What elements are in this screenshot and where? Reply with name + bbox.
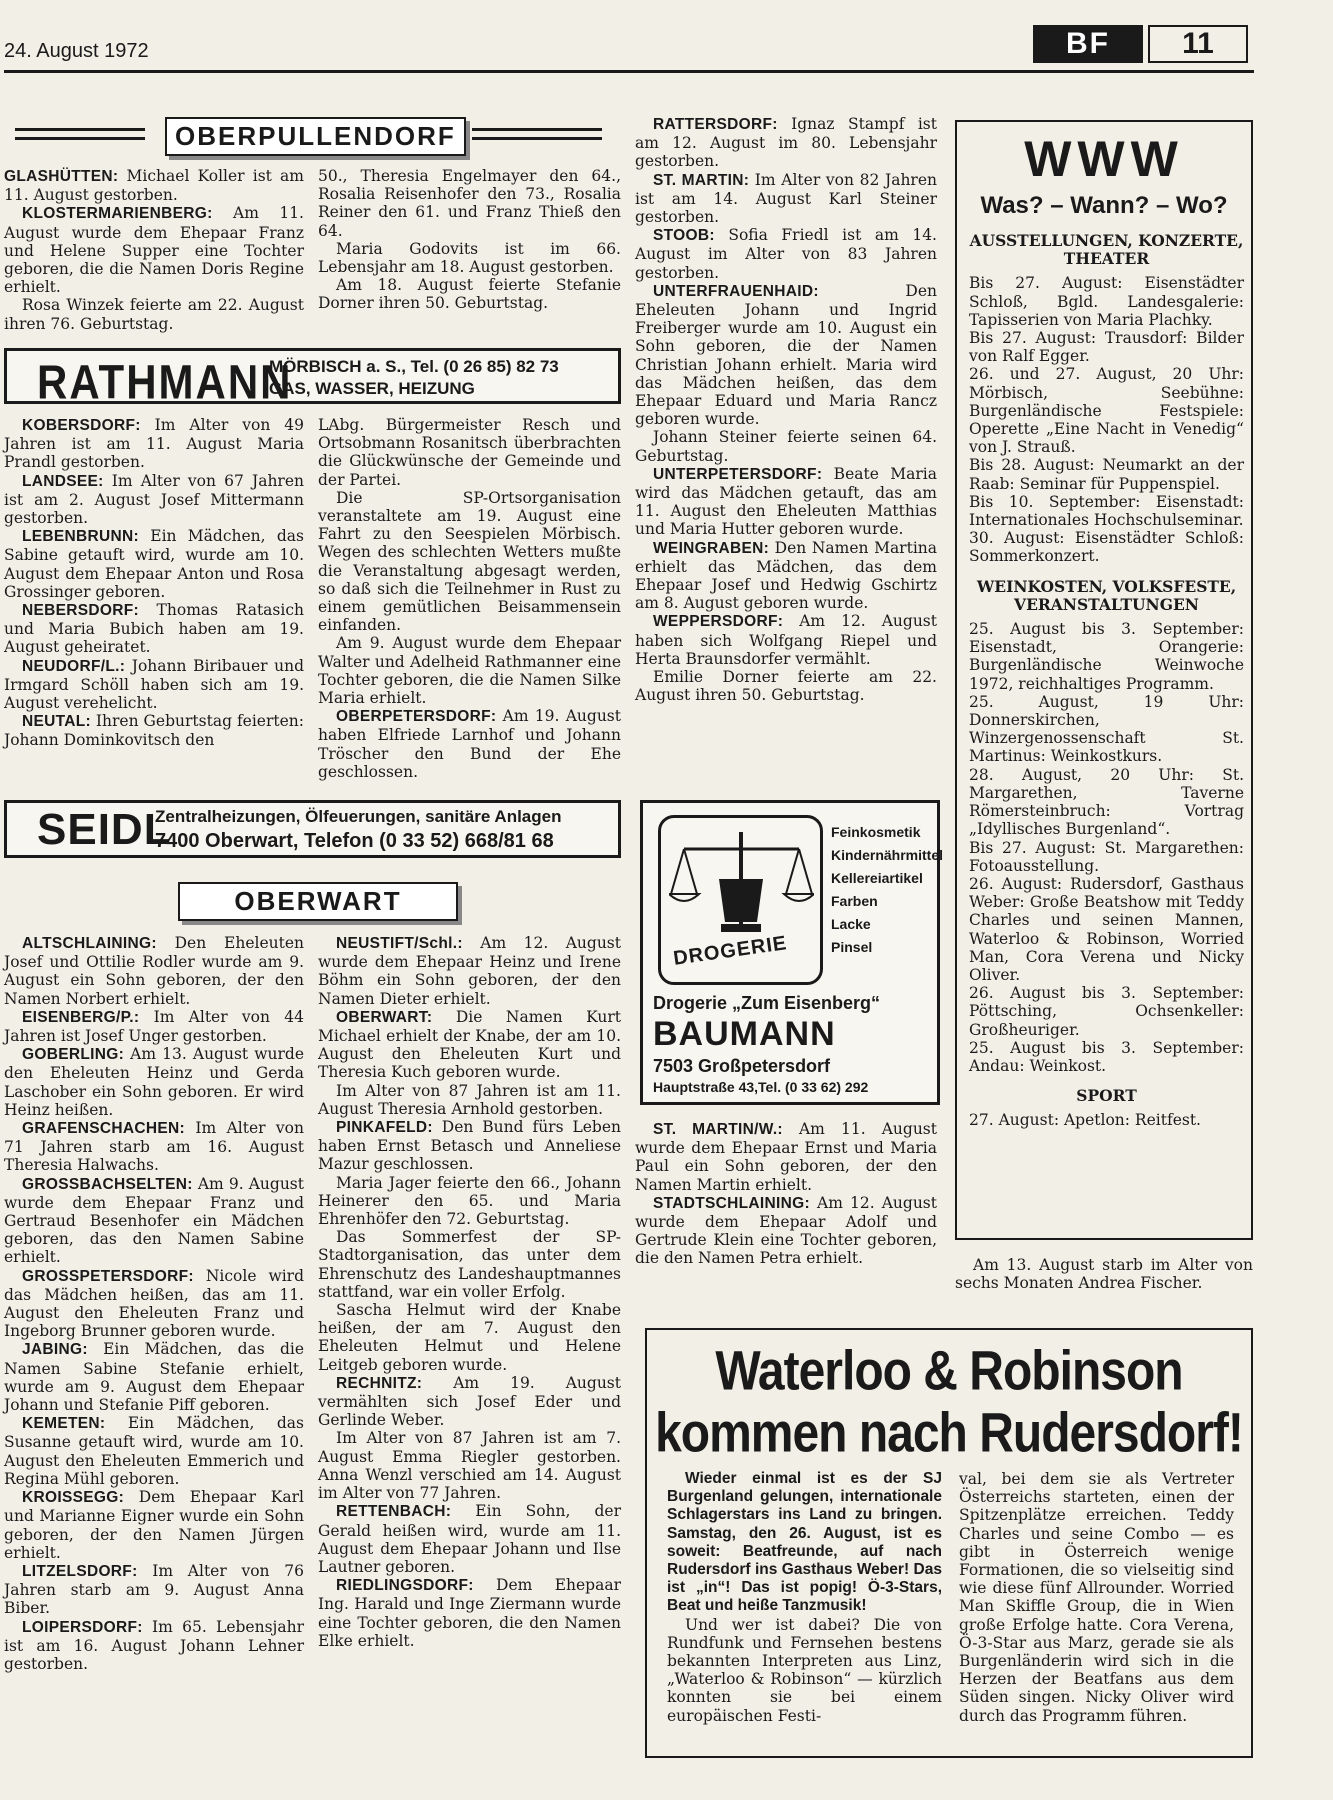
notice-text: Ein Mädchen, das Sabine getauft wird, wurde am 10. August dem Ehepaar Anton und Rosa Grossinger geboren.	[4, 527, 304, 601]
article-paragraph: Und wer ist dabei? Die von Rundfunk und Fernsehen bestens bekannten Interpreten aus Linz, „Waterloo & Robinson“ — kürzlich konnten sie bei einem europäischen Festi-	[667, 1615, 942, 1725]
shop-address: Hauptstraße 43,Tel. (0 33 62) 292	[653, 1079, 869, 1095]
page-number: 11	[1148, 25, 1248, 63]
notice-text: 50., Theresia Engelmayer den 64., Rosalia Reisenhofer den 73., Rosalia Reiner den 61. und Franz Thieß den 64.	[318, 167, 621, 240]
place-label: OBERWART:	[336, 1008, 433, 1026]
article-column-2	[959, 1470, 1234, 1725]
place-label: GROSSBACHSELTEN:	[22, 1175, 193, 1193]
column-2-bottom	[318, 934, 621, 1650]
column-3-top	[635, 115, 937, 705]
place-label: RIEDLINGSDORF:	[336, 1577, 474, 1595]
article-paragraph: val, bei dem sie als Vertreter Österreichs starteten, einen der Spitzenplätze erreichen. Teddy Charles und seine Combo — es gibt in Österreich wenige Formationen, die so vielseitig sind wie diese fünf Allrounder. Worried Man Skiffle Group, die in Wien große Erfolge hatte. Cora Verena, Ö-3-Star aus Marz, gerade sie als Burgenländerin wird sich in die Herzen der Beatfans aus dem Süden singen. Nicky Oliver wird durch das Programm führen.	[959, 1470, 1234, 1725]
notice-text: Maria Jager feierte den 66., Johann Heinerer den 65. und Maria Ehrenhöfer den 72. Geburtstag.	[318, 1173, 621, 1229]
place-label: JABING:	[22, 1341, 88, 1359]
notice-text: Im Alter von 82 Jahren ist am 14. August Karl Steiner gestorben.	[635, 170, 937, 227]
place-label: LANDSEE:	[22, 472, 104, 490]
place-label: EISENBERG/P.:	[22, 1008, 140, 1026]
column-1-middle	[4, 416, 304, 750]
notice-text: Die SP-Ortsorganisation veranstaltete am 19. August eine Fahrt zu den Seespielen Mörbisch. Wegen des schlechten Wetters mußte die Veranstaltung abgesagt werden, so daß sich die Teilnehmer in Rust zu einem gemütlichen Beisammensein einfanden.	[318, 488, 621, 635]
event-entry: Bis 28. August: Neumarkt an der Raab: Seminar für Puppenspiel.	[969, 456, 1244, 493]
notice-text: Ihren Geburtstag feierten: Johann Dominkovitsch den	[4, 712, 304, 750]
notice-text: Im Alter von 49 Jahren ist am 11. August Maria Prandl gestorben.	[4, 416, 304, 472]
article-headline-1: Waterloo & Robinson	[715, 1341, 1183, 1403]
www-events	[969, 232, 1244, 1130]
column-2-middle	[318, 416, 621, 781]
notice-text: Am 12. August wurde dem Ehepaar Heinz und Irene Böhm ein Sohn geboren, der den Namen Dieter erhielt.	[318, 934, 621, 1008]
ad-seidl	[4, 800, 621, 858]
paper-logo: BF	[1033, 25, 1143, 63]
event-entry: Bis 27. August: Eisenstädter Schloß, Bgld. Landesgalerie: Tapisserien von Maria Plachky.	[969, 274, 1244, 329]
scales-icon	[669, 824, 814, 944]
notice-text: Ein Mädchen, das die Namen Sabine Stefanie erhielt, wurde am 9. August dem Ehepaar Johann und Stefanie Piff geboren.	[4, 1340, 304, 1415]
notice-text: Im Alter von 67 Jahren ist am 2. August Josef Mittermann gestorben.	[4, 471, 304, 528]
notice-text: Die Namen Kurt Michael erhielt der Knabe, der am 10. August den Eheleuten Kurt und Theresia Kuch geboren wurde.	[318, 1007, 621, 1082]
place-label: UNTERPETERSDORF:	[653, 465, 823, 483]
notice-text: Ein Mädchen, das Susanne getauft wird, wurde am 10. August den Eheleuten Emmerich und Regina Mühl geboren.	[4, 1414, 304, 1488]
product-item: Feinkosmetik	[831, 824, 921, 840]
article-waterloo-robinson	[645, 1328, 1253, 1758]
place-label: UNTERFRAUENHAID:	[653, 282, 819, 300]
place-label: KOBERSDORF:	[22, 417, 141, 434]
section-title-text: OBERWART	[234, 886, 402, 916]
notice-text: Johann Biribauer und Irmgard Schöll haben sich am 19. August verehelicht.	[4, 656, 304, 713]
shop-town: 7503 Großpetersdorf	[653, 1056, 831, 1076]
owner-name: BAUMANN	[653, 1015, 836, 1053]
notice-text: LAbg. Bürgermeister Resch und Ortsobmann Rosanitsch überbrachten die Glückwünsche der Gemeinde und der Partei.	[318, 416, 621, 489]
notice-text: Am 9. August wurde dem Ehepaar Walter und Adelheid Rathmanner eine Tochter geboren, die die Namen Silke Maria erhielt.	[318, 634, 621, 708]
notice-text: Ein Sohn, der Gerald heißen wird, wurde am 11. August dem Ehepaar Johann und Ilse Lautner geboren.	[318, 1502, 621, 1576]
ad-seidl-address: 7400 Oberwart, Telefon (0 33 52) 668/81 68	[155, 830, 554, 852]
place-label: WEPPERSDORF:	[653, 613, 784, 631]
place-label: KLOSTERMARIENBERG:	[22, 205, 213, 223]
place-label: ST. MARTIN/W.:	[653, 1121, 783, 1138]
product-item: Farben	[831, 893, 878, 909]
notice-text: Das Sommerfest der SP-Stadtorganisation, das unter dem Ehrenschutz des Landeshauptmannes stattfand, war ein voller Erfolg.	[318, 1228, 621, 1301]
notice-text: Maria Godovits ist im 66. Lebensjahr am 18. August gestorben.	[318, 239, 621, 277]
event-entry: 25. August, 19 Uhr: Donnerskirchen, Winzergenossenschaft St. Martinus: Weinkostkurs.	[969, 692, 1244, 766]
ad-rathmann-name: RATHMANN	[37, 355, 293, 410]
header-rule	[4, 70, 1254, 73]
article-headline-2: kommen nach Rudersdorf!	[655, 1403, 1243, 1465]
notice-text: Im 65. Lebensjahr ist am 16. August Johann Lehner gestorben.	[4, 1617, 304, 1673]
article-lead: Wieder einmal ist es der SJ Burgenland gelungen, internationale Schlagerstars ins Land zu bringen. Samstag, den 26. August, ist es soweit: Beatfreunde, auf nach Rudersdorf ins Gasthaus Weber! Das ist „in“! Das ist popig! Ö-3-Stars, Beat und heiße Tanzmusik!	[667, 1470, 942, 1615]
notice-text: Im Alter von 87 Jahren ist am 7. August Emma Riegler gestorben. Anna Wenzl verschied am 14. August im Alter von 77 Jahren.	[318, 1429, 621, 1503]
notice-text: Emilie Dorner feierte am 22. August ihren 50. Geburtstag.	[635, 668, 937, 705]
place-label: NEUSTIFT/Schl.:	[336, 935, 463, 952]
product-item: Lacke	[831, 916, 871, 932]
product-list	[831, 821, 943, 959]
place-label: LEBENBRUNN:	[22, 528, 139, 546]
event-entry: 26. und 27. August, 20 Uhr: Mörbisch, Seebühne: Burgenländische Festspiele: Operette „Eine Nacht in Venedig“ von J. Strauß.	[969, 365, 1244, 457]
ad-drogerie	[640, 800, 944, 1105]
event-entry: 28. August, 20 Uhr: St. Margarethen, Taverne Römersteinbruch: Vortrag „Idyllisches Burgenland“.	[969, 765, 1244, 839]
notice-text: Michael Koller ist am 11. August gestorben.	[4, 167, 304, 205]
ad-rathmann-services: GAS, WASSER, HEIZUNG	[269, 379, 475, 398]
place-label: PINKAFELD:	[336, 1119, 433, 1137]
section-rule-left	[15, 128, 145, 140]
place-label: NEUDORF/L.:	[22, 657, 126, 675]
ad-seidl-services: Zentralheizungen, Ölfeuerungen, sanitäre Anlagen	[155, 807, 562, 826]
notice-text: Den Eheleuten Josef und Ottilie Rodler wurde am 9. August ein Sohn geboren, der den Namen Norbert erhielt.	[4, 934, 304, 1008]
notice-text: Beate Maria wird das Mädchen getauft, das am 11. August den Eheleuten Matthias und Maria Hutter geboren wurde.	[635, 464, 937, 539]
notice-text: Im Alter von 44 Jahren ist Josef Unger gestorben.	[4, 1007, 304, 1046]
event-entry: 27. August: Apetlon: Reitfest.	[969, 1111, 1201, 1130]
place-label: NEBERSDORF:	[22, 602, 139, 620]
product-item: Kellereiartikel	[831, 870, 923, 886]
place-label: ALTSCHLAINING:	[22, 935, 157, 952]
notice-text: Am 13. August wurde den Eheleuten Heinz und Gerda Laschober ein Sohn geboren. Er wird Heinz heißen.	[4, 1045, 304, 1119]
notice-text: Sofia Friedl ist am 14. August im Alter von 83 Jahren gestorben.	[635, 226, 937, 282]
event-entry: 26. August: Rudersdorf, Gasthaus Weber: Große Beatshow mit Teddy Charles und seinen Mannen, Waterloo & Robinson, Worried Man, Cora Verena und Nicky Oliver.	[969, 874, 1244, 984]
event-entry: 26. August bis 3. September: Pöttsching, Ochsenkeller: Großheuriger.	[969, 984, 1244, 1039]
place-label: NEUTAL:	[22, 713, 91, 731]
notice-text: Am 19. August haben Elfriede Larnhof und Johann Tröscher den Bund der Ehe geschlossen.	[318, 707, 621, 781]
notice-text: Sascha Helmut wird der Knabe heißen, der am 7. August den Eheleuten Helmut und Helene Leitgeb geboren wurde.	[318, 1301, 621, 1374]
notice-text: Den Namen Martina erhielt das Mädchen, das dem Ehepaar Josef und Hedwig Gschirtz am 8. August geboren wurde.	[635, 538, 937, 613]
column-1-top	[4, 167, 304, 333]
shop-name: Drogerie „Zum Eisenberg“	[653, 993, 881, 1013]
section-rule-right	[472, 128, 602, 140]
notice-text: Johann Steiner feierte seinen 64. Geburtstag.	[635, 428, 937, 465]
product-item: Kindernährmittel	[831, 847, 944, 863]
column-3-middle	[635, 1120, 937, 1268]
issue-date: 24. August 1972	[4, 40, 149, 62]
place-label: KEMETEN:	[22, 1415, 106, 1433]
notice-text: Den Bund fürs Leben haben Ernst Betasch und Anneliese Mazur geschlossen.	[318, 1118, 621, 1174]
place-label: GROSSPETERSDORF:	[22, 1267, 194, 1285]
notice-text: Nicole wird das Mädchen heißen, das am 11. August den Eheleuten Franz und Ingeborg Brunner geboren wurde.	[4, 1266, 304, 1341]
section-title-oberwart	[178, 882, 458, 921]
www-heading: WEINKOSTEN, VOLKSFESTE, VERANSTALTUNGEN	[976, 576, 1237, 614]
www-heading: AUSSTELLUNGEN, KONZERTE, THEATER	[969, 231, 1244, 269]
notice-text: Am 11. August wurde dem Ehepaar Ernst und Maria Paul ein Sohn geboren, der den Namen Martin erhielt.	[635, 1120, 937, 1194]
notice-text: Am 12. August wurde dem Ehepaar Adolf und Gertrude Klein eine Tochter geboren, die den Namen Petra erhielt.	[635, 1193, 937, 1268]
ad-rathmann	[4, 348, 621, 410]
ad-seidl-name: SEIDL	[37, 805, 172, 854]
notice-text: Im Alter von 76 Jahren starb am 9. August Anna Biber.	[4, 1561, 304, 1618]
drogerie-sign	[658, 815, 823, 985]
event-entry: Bis 27. August: St. Margarethen: Fotoausstellung.	[969, 838, 1244, 875]
www-heading: SPORT	[1076, 1086, 1137, 1106]
notice-text: Am 12. August haben sich Wolfgang Riepel und Herta Braunsdorfer vermählt.	[635, 612, 937, 668]
notice-text: Den Eheleuten Johann und Ingrid Freiberger wurde am 10. August ein Sohn geboren, die der Namen Christian Johann erhielt. Maria wird das Mädchen heißen, das dem Ehepaar Eduard und Maria Rancz geboren wurde.	[635, 281, 937, 429]
article-column-1	[667, 1470, 942, 1725]
event-entry: 30. August: Eisenstädter Schloß: Sommerkonzert.	[969, 529, 1244, 566]
place-label: WEINGRABEN:	[653, 539, 770, 557]
event-entry: Bis 10. September: Eisenstadt: Internationales Hochschulseminar.	[969, 492, 1244, 530]
place-label: RATTERSDORF:	[653, 116, 778, 133]
www-event-box	[955, 120, 1253, 1240]
place-label: RECHNITZ:	[336, 1374, 423, 1392]
event-entry: 25. August bis 3. September: Andau: Weinkost.	[969, 1038, 1244, 1075]
notice-text: Dem Ehepaar Karl und Marianne Eigner wurde ein Sohn geboren, der den Namen Jürgen erhielt.	[4, 1488, 304, 1562]
place-label: GOBERLING:	[22, 1046, 125, 1064]
place-label: GRAFENSCHACHEN:	[22, 1120, 185, 1138]
place-label: GLASHÜTTEN:	[4, 168, 119, 185]
place-label: OBERPETERSDORF:	[336, 708, 497, 726]
notice-text: Am 11. August wurde dem Ehepaar Franz und Helene Supper eine Tochter geboren, die die Namen Doris Regine erhielt.	[4, 204, 304, 297]
www-subtitle: Was? – Wann? – Wo?	[980, 192, 1228, 219]
notice-text: Am 9. August wurde dem Ehepaar Franz und Gertraud Besenhofer ein Mädchen geboren, das den Namen Sabine erhielt.	[4, 1174, 304, 1267]
place-label: LOIPERSDORF:	[22, 1618, 143, 1636]
notice-text: Am 13. August starb im Alter von sechs Monaten Andrea Fischer.	[955, 1256, 1253, 1293]
notice-text: Am 18. August feierte Stefanie Dorner ihren 50. Geburtstag.	[318, 276, 621, 313]
ad-rathmann-address: MÖRBISCH a. S., Tel. (0 26 85) 82 73	[269, 357, 559, 376]
drogerie-sign-text: DROGERIE	[671, 932, 789, 970]
notice-text: Rosa Winzek feierte am 22. August ihren 76. Geburtstag.	[4, 296, 304, 333]
column-2-top	[318, 167, 621, 313]
event-entry: Bis 27. August: Trausdorf: Bilder von Ralf Egger.	[969, 329, 1244, 366]
place-label: STADTSCHLAINING:	[653, 1194, 810, 1212]
notice-text: Thomas Ratasich und Maria Bubich haben am 19. August geheiratet.	[4, 601, 304, 657]
www-title: WWW	[1024, 131, 1184, 187]
notice-text: Im Alter von 87 Jahren ist am 11. August Theresia Arnhold gestorben.	[318, 1081, 621, 1118]
place-label: ST. MARTIN:	[653, 171, 750, 189]
place-label: LITZELSDORF:	[22, 1562, 138, 1580]
notice-text: Am 19. August vermählten sich Josef Eder und Gerlinde Weber.	[318, 1373, 621, 1430]
event-entry: 25. August bis 3. September: Eisenstadt, Orangerie: Burgenländische Weinwoche 1972, reichhaltiges Programm.	[969, 620, 1244, 693]
place-label: KROISSEGG:	[22, 1489, 125, 1507]
place-label: STOOB:	[653, 227, 715, 245]
notice-text: Im Alter von 71 Jahren starb am 16. August Theresia Halwachs.	[4, 1119, 304, 1175]
product-item: Pinsel	[831, 939, 873, 955]
section-title-oberpullendorf: OBERPULLENDORF	[165, 117, 466, 156]
notice-text: Dem Ehepaar Ing. Harald und Inge Ziermann wurde eine Tochter geboren, die den Namen Elke erhielt.	[318, 1576, 621, 1650]
notice-text: Ignaz Stampf ist am 12. August im 80. Lebensjahr gestorben.	[635, 115, 937, 171]
column-1-bottom	[4, 934, 304, 1673]
place-label: RETTENBACH:	[336, 1503, 452, 1521]
column-4-bottom	[955, 1256, 1253, 1292]
